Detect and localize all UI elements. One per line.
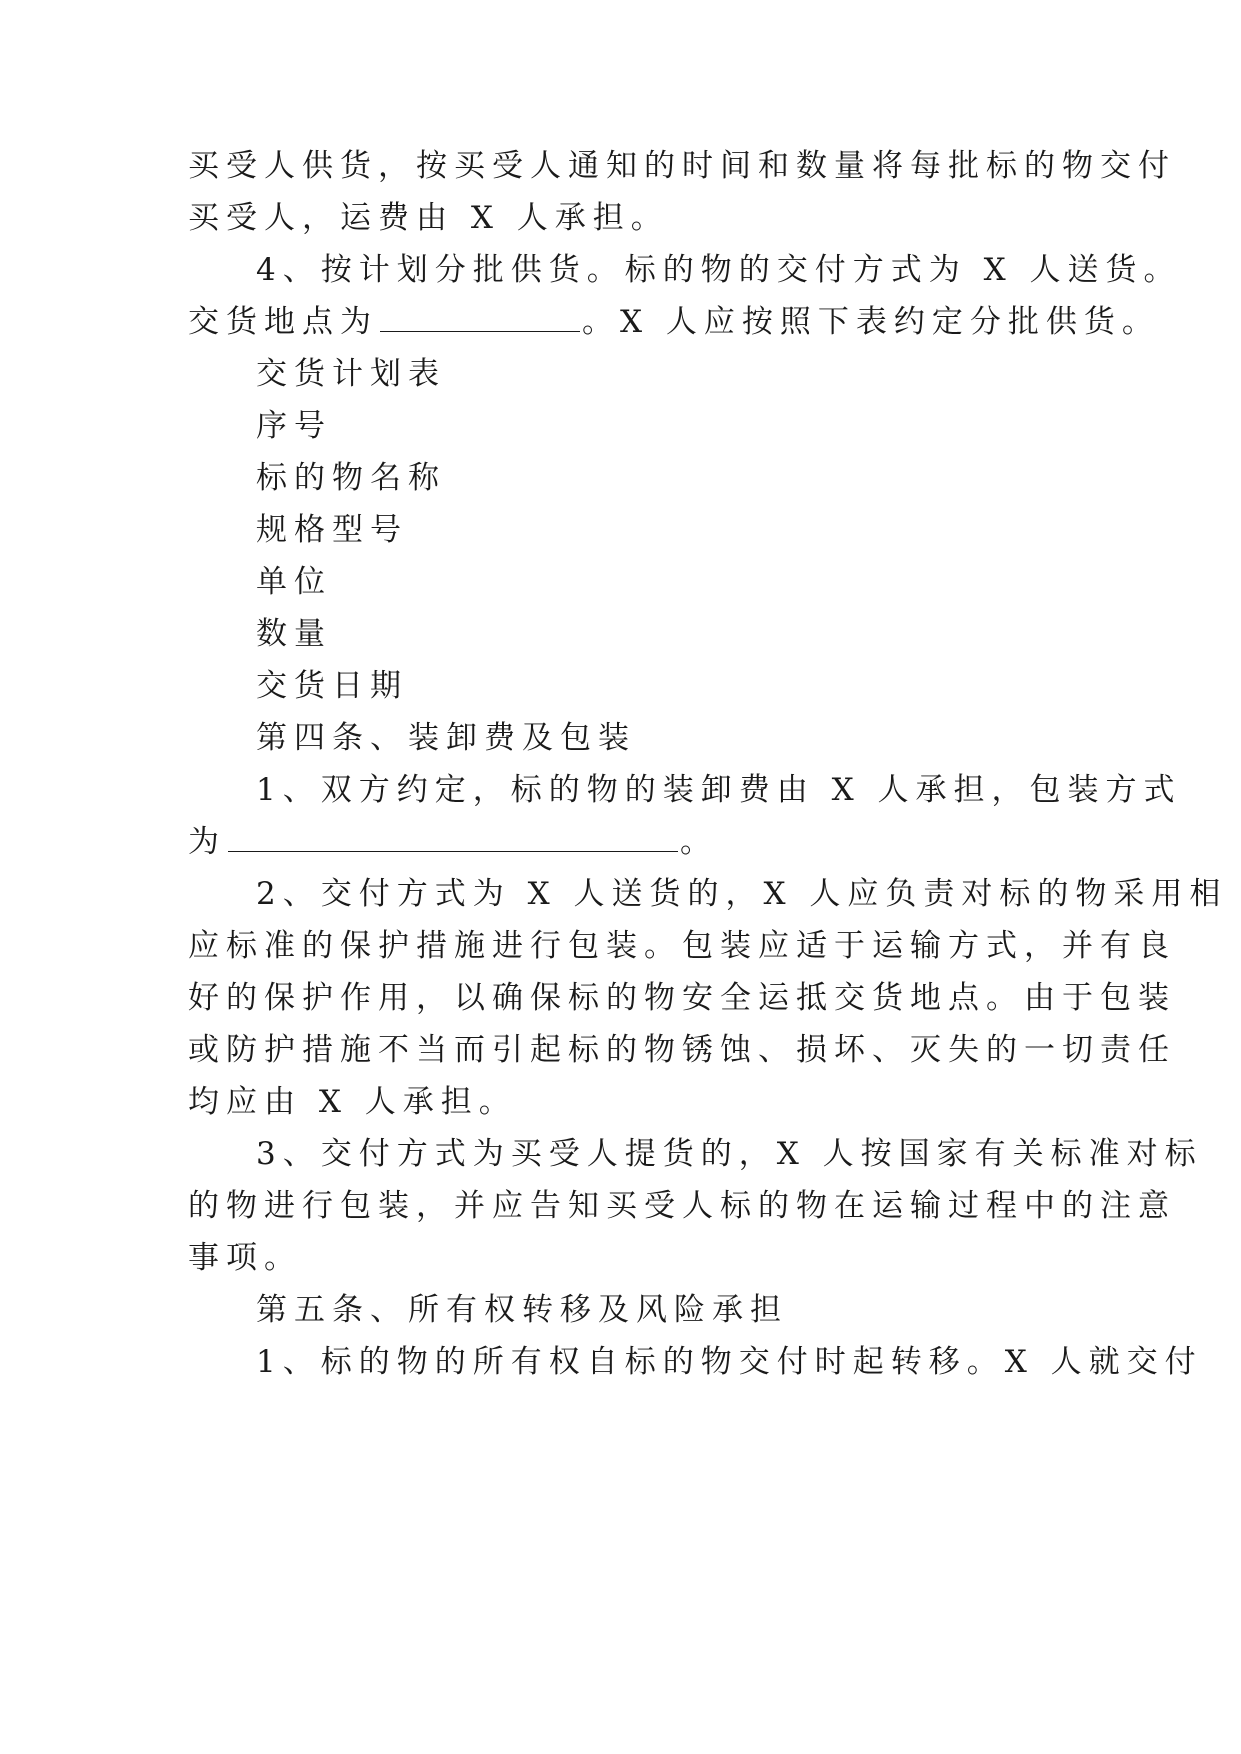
paragraph-line: 事项。 bbox=[188, 1240, 302, 1276]
paragraph-line: 1、标的物的所有权自标的物交付时起转移。X 人就交付 bbox=[256, 1344, 1203, 1380]
table-column-header: 数量 bbox=[256, 616, 332, 652]
paragraph-line bbox=[188, 822, 718, 862]
paragraph-line: 好的保护作用，以确保标的物安全运抵交货地点。由于包装 bbox=[188, 980, 1176, 1016]
paragraph-line: 买受人供货，按买受人通知的时间和数量将每批标的物交付 bbox=[188, 148, 1176, 184]
paragraph-line: 均应由 X 人承担。 bbox=[188, 1084, 517, 1120]
paragraph-line: 或防护措施不当而引起标的物锈蚀、损坏、灭失的一切责任 bbox=[188, 1032, 1176, 1068]
line-text-after-blank: 。 bbox=[680, 824, 718, 860]
fill-in-blank bbox=[380, 305, 580, 332]
line-text-before-blank: 为 bbox=[188, 824, 226, 860]
section-heading: 第五条、所有权转移及风险承担 bbox=[256, 1292, 788, 1328]
paragraph-line: 1、双方约定，标的物的装卸费由 X 人承担，包装方式 bbox=[256, 772, 1182, 808]
paragraph-line: 2、交付方式为 X 人送货的，X 人应负责对标的物采用相 bbox=[256, 876, 1228, 912]
paragraph-line: 的物进行包装，并应告知买受人标的物在运输过程中的注意 bbox=[188, 1188, 1176, 1224]
paragraph-line bbox=[188, 302, 1160, 342]
line-text-after-blank: 。X 人应按照下表约定分批供货。 bbox=[582, 304, 1160, 340]
table-column-header: 标的物名称 bbox=[256, 460, 446, 496]
line-text-before-blank: 交货地点为 bbox=[188, 304, 378, 340]
paragraph-line: 买受人，运费由 X 人承担。 bbox=[188, 200, 669, 236]
table-column-header: 规格型号 bbox=[256, 512, 408, 548]
fill-in-blank bbox=[228, 825, 678, 852]
section-heading: 第四条、装卸费及包装 bbox=[256, 720, 636, 756]
table-title: 交货计划表 bbox=[256, 356, 446, 392]
paragraph-line: 3、交付方式为买受人提货的，X 人按国家有关标准对标 bbox=[256, 1136, 1203, 1172]
paragraph-line: 4、按计划分批供货。标的物的交付方式为 X 人送货。 bbox=[256, 252, 1182, 288]
paragraph-line: 应标准的保护措施进行包装。包装应适于运输方式，并有良 bbox=[188, 928, 1176, 964]
table-column-header: 单位 bbox=[256, 564, 332, 600]
table-column-header: 交货日期 bbox=[256, 668, 408, 704]
table-column-header: 序号 bbox=[256, 408, 332, 444]
